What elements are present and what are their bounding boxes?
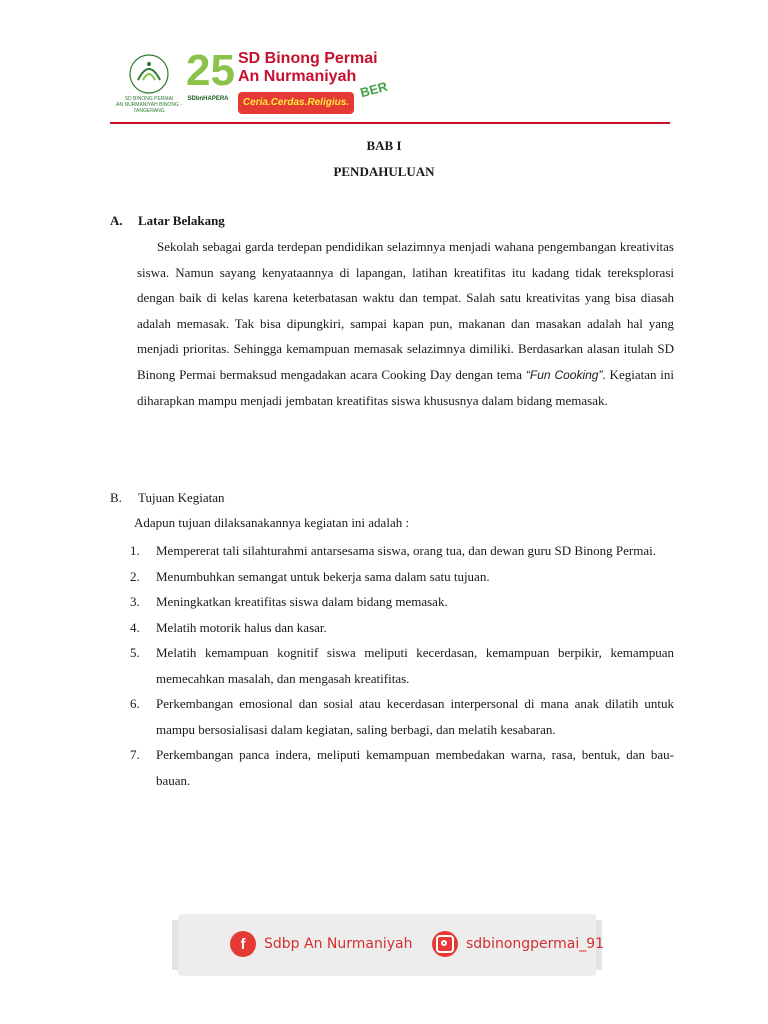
section-a-text-before: Sekolah sebagai garda terdepan pendidikan selazimnya menjadi wahana pengembangan kreativitas siswa. Namun sayang kenyataannya di lapangan, latihan kreatifitas itu kadang tidak tereksplorasi dengan baik di kelas karena keterbatasan waktu dan tempat. Salah satu kreativitas yang bisa diasah adalah memasak. Tak bisa dipungkiri, sampai kapan pun, makanan dan masakan adalah hal yang menjadi prioritas. Sehingga kemampuan memasak selazimnya dimiliki. Berdasarkan alasan itulah SD Binong Permai bermaksud mengadakan acara Cooking Day dengan tema (137, 239, 674, 382)
list-item-text: Meningkatkan kreatifitas siswa dalam bidang memasak. (156, 594, 448, 609)
list-item (130, 538, 674, 564)
social-footer (178, 914, 605, 976)
instagram-label: sdbinongpermai_91 (466, 936, 605, 952)
section-a-label: A. (110, 213, 123, 228)
list-item-text: Mempererat tali silahturahmi antarsesama siswa, orang tua, dan dewan guru SD Binong Permai. (156, 543, 657, 558)
section-a-theme: “Fun Cooking” (525, 367, 603, 382)
list-item-number: 1. (130, 543, 140, 558)
school-seal-logo (116, 50, 182, 114)
list-item (130, 615, 674, 641)
school-name-line2: An Nurmaniyah (238, 68, 357, 85)
list-item-number: 3. (130, 594, 140, 609)
facebook-label: Sdbp An Nurmaniyah (264, 936, 413, 952)
seal-caption-top: SD BINONG PERMAI (124, 96, 174, 102)
list-item-number: 7. (130, 747, 140, 762)
list-item-number: 5. (130, 645, 140, 660)
ber-badge: BER (358, 78, 389, 101)
list-item (130, 742, 674, 793)
facebook-icon: f (230, 931, 256, 957)
section-b-title: Tujuan Kegiatan (138, 490, 225, 505)
anniversary-number: 25 (186, 46, 235, 95)
list-item-text: Melatih kemampuan kognitif siswa meliputi kecerdasan, kemampuan berpikir, kemampuan memecahkan masalah, dan mengasah kreatifitas. (156, 645, 674, 686)
instagram-link[interactable] (432, 931, 604, 957)
seal-caption (116, 96, 182, 114)
list-item-text: Melatih motorik halus dan kasar. (156, 619, 327, 635)
school-name (238, 50, 378, 86)
list-item-text: Menumbuhkan semangat untuk bekerja sama dalam satu tujuan. (156, 568, 490, 584)
anniversary-caption: SDbnHAPERA (187, 96, 229, 102)
facebook-link[interactable] (230, 931, 412, 957)
seal-caption-bottom: AN NURMANIYAH BINONG - TANGERANG (116, 102, 182, 114)
objectives-list (130, 538, 674, 793)
list-item-number: 2. (130, 568, 140, 584)
school-tagline: Ceria.Cerdas.Religius. (238, 92, 354, 114)
chapter-number: BAB I (366, 138, 402, 153)
anniversary-logo (184, 46, 235, 112)
list-item-number: 4. (130, 619, 140, 635)
list-item (130, 564, 674, 590)
section-b-label: B. (110, 490, 122, 505)
list-item (130, 691, 674, 742)
section-b-heading (110, 490, 225, 506)
section-a-paragraph (137, 234, 674, 414)
header-divider (110, 122, 670, 124)
list-item (130, 640, 674, 691)
section-a-text-after: . Kegiatan ini diharapkan mampu menjadi jembatan kreatifitas siswa khususnya dalam bidang memasak. (137, 366, 675, 408)
seal-emblem-icon (116, 50, 182, 96)
school-name-line1: SD Binong Permai (238, 50, 378, 67)
list-item (130, 589, 674, 615)
list-item-text: Perkembangan panca indera, meliputi kemampuan membedakan warna, rasa, bentuk, dan bau-bauan. (156, 747, 674, 788)
instagram-icon (432, 931, 458, 957)
list-item-number: 6. (130, 696, 140, 711)
list-item-text: Perkembangan emosional dan sosial atau kecerdasan interpersonal di mana anak dilatih untuk mampu bersosialisasi dalam kegiatan, saling berbagi, dan melatih kesabaran. (156, 696, 674, 737)
section-a-title: Latar Belakang (138, 213, 225, 228)
section-a-heading (110, 213, 225, 229)
chapter-title: PENDAHULUAN (333, 164, 435, 179)
letterhead (110, 44, 670, 122)
section-b-intro: Adapun tujuan dilaksanakannya kegiatan ini adalah : (134, 515, 410, 530)
